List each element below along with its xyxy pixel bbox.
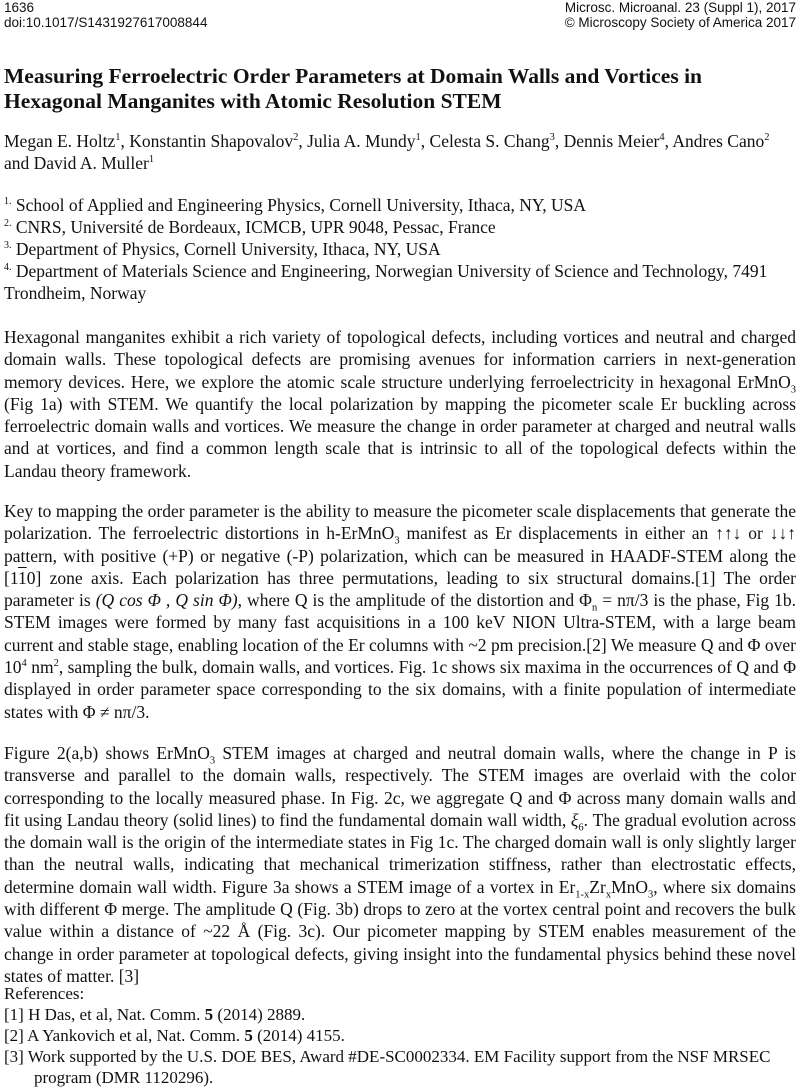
affiliation-text: School of Applied and Engineering Physics, Cornell University, Ithaca, NY, USA [15,195,587,215]
reference-volume: 5 [244,1026,253,1045]
author-affiliation-mark: 2 [764,132,770,144]
text-run: (Fig 1a) with STEM. We quantify the local polarization by mapping the picometer scale Er buckling across ferroelectric domain walls and vortices. We measure the change in order parameter at charged and neutral walls and at vortices, and find a common length scale that is intrinsic to all of the topological defects within the Landau theory framework. [4,393,796,481]
header-right [565,0,796,30]
affiliation [4,238,796,260]
superscript: 2 [53,658,59,670]
subscript: 3 [790,384,796,396]
author: Julia A. Mundy [307,131,416,151]
author-affiliation-mark: 4 [659,132,665,144]
text-run: . The gradual evolution across the domain wall is the origin of the intermediate states in Fig 1c. The charged domain wall is only slightly larger than the neutral walls, indicating that mechanical trimerization stiffness, rather than electrostatic effects, determine domain wall width. Figure 3a shows a STEM image of a vortex in Er [4,809,796,897]
text-run: Key to mapping the order parameter is the ability to measure the picometer scale displacements that generate the polarization. The ferroelectric distortions in h-ErMnO [4,501,796,544]
text-run: , where six domains with different Φ merge. The amplitude Q (Fig. 3b) drops to zero at the vortex central point and recovers the bulk value within a distance of ~22 Å (Fig. 3c). Our picometer mapping by STEM enables measurement of the change in order parameter at topological defects, giving insight into the fundamental physics behind these novel states of matter. [3] [4,876,796,986]
text-run: 0] zone axis. Each polarization has three permutations, leading to six structural domains.[1] The order parameter is [4,567,796,611]
text-run: = nπ/3 is the phase, Fig 1b. STEM images were formed by many fast acquisitions in a 100 keV NION Ultra-STEM, with a large beam current and stable stage, enabling location of the Er columns with ~2 pm precision.[2] We measure Q and Φ over 10 [4,590,797,678]
doi: doi:10.1017/S1431927617008844 [4,15,208,30]
page-number: 1636 [4,0,35,15]
text-run: Hexagonal manganites exhibit a rich variety of topological defects, including vortices and neutral and charged domain walls. These topological defects are promising avenues for information carriers in next-generation memory devices. Here, we explore the atomic scale structure underlying ferroelectricity in hexagonal ErMnO [4,327,796,392]
journal-citation: Microsc. Microanal. 23 (Suppl 1), 2017 [564,0,796,15]
text-run: manifest as Er displacements in either an ↑↑↓ or ↓↓↑ pattern, with positive (+P) or negative (-P) polarization, which can be measured in HAADF-STEM along the [1 [4,523,796,588]
reference-item [4,1025,796,1046]
affiliation-number: 3. [4,240,12,252]
references-heading: References: [4,984,85,1003]
author: David A. Muller [33,153,149,173]
affiliation-number: 4. [4,262,12,274]
author-affiliation-mark: 1 [415,132,421,144]
text-run: nm [26,657,54,678]
author: Konstantin Shapovalov [129,131,294,151]
affiliation [4,194,796,216]
order-parameter-formula: (Q cos Φ , Q sin Φ) [95,590,238,611]
copyright: © Microscopy Society of America 2017 [564,15,796,30]
paper-title: Measuring Ferroelectric Order Parameters at Domain Walls and Vortices in Hexagonal Manganites with Atomic Resolution STEM [4,64,703,113]
author-affiliation-mark: 3 [549,132,555,144]
reference-text: (2014) 2889. [213,1005,306,1024]
references-section [4,983,796,1088]
affiliation-text: CNRS, Université de Bordeaux, ICMCB, UPR 9048, Pessac, France [15,217,496,237]
affiliation-text: Department of Physics, Cornell University, Ithaca, NY, USA [15,239,441,259]
text-run: Zr [589,876,606,897]
subscript: n [591,602,598,614]
author: Celesta S. Chang [429,131,550,151]
abstract-paragraph-3 [4,742,796,987]
author-list: Megan E. Holtz$^1$, Konstantin Shapovalov$^2$, Julia A. Mundy$^1$, Celesta S. Chang$^3$, Dennis Meier$^4$, Andres Cano$^2$ and David A. Muller$^1$ [4,131,770,173]
reference-text: [3] Work supported by the U.S. DOE BES, Award #DE-SC0002334. EM Facility support from the NSF MRSEC program (DMR 1120296). [4,1047,771,1087]
subscript: 3 [209,755,216,767]
subscript: 6 [578,822,584,834]
text-run: , where Q is the amplitude of the distortion and Φ [237,590,592,611]
text-run: , sampling the bulk, domain walls, and vortices. Fig. 1c shows six maxima in the occurrences of Q and Φ displayed in order parameter space corresponding to the six domains, with a finite population of intermediate states with Φ ≠ nπ/3. [4,657,796,722]
text-run: MnO [611,876,649,897]
affiliation-number: 2. [4,218,12,230]
affiliation-list [4,194,796,304]
abstract-paragraph-1 [4,326,796,482]
subscript: x [605,889,612,901]
subscript: 3 [648,889,654,901]
affiliation [4,216,796,238]
xi-symbol: ξ [570,809,579,830]
abstract-paragraph-2 [4,500,796,723]
reference-text: (2014) 4155. [252,1026,345,1045]
author-affiliation-mark: 1 [148,154,155,166]
text-run: STEM images at charged and neutral domain walls, where the change in P is transverse and parallel to the domain walls, respectively. The STEM images are overlaid with the color corresponding to the locally measured phase. In Fig. 2c, we aggregate Q and Φ across many domain walls and fit using Landau theory (solid lines) to find the fundamental domain wall width, [4,743,796,830]
subscript: 3 [394,535,400,547]
text-run: Figure 2(a,b) shows ErMnO [4,743,210,763]
affiliation [4,260,796,304]
reference-text: [2] A Yankovich et al, Nat. Comm. [4,1026,245,1045]
overbar-index: 1 [17,567,27,588]
reference-text: [1] H Das, et al, Nat. Comm. [4,1005,205,1024]
reference-volume: 5 [204,1005,214,1024]
author-affiliation-mark: 1 [115,132,121,144]
author-affiliation-mark: 2 [293,132,299,144]
author: Andres Cano [672,131,765,151]
affiliation-text: Department of Materials Science and Engineering, Norwegian University of Science and Technology, 7491 Trondheim, Norway [4,261,768,303]
superscript: 4 [21,658,27,670]
header-left [4,0,207,30]
author: Megan E. Holtz [4,131,116,151]
reference-item [4,1004,796,1025]
subscript: 1-x [575,889,590,901]
author: Dennis Meier [563,131,660,151]
affiliation-number: 1. [4,196,12,208]
